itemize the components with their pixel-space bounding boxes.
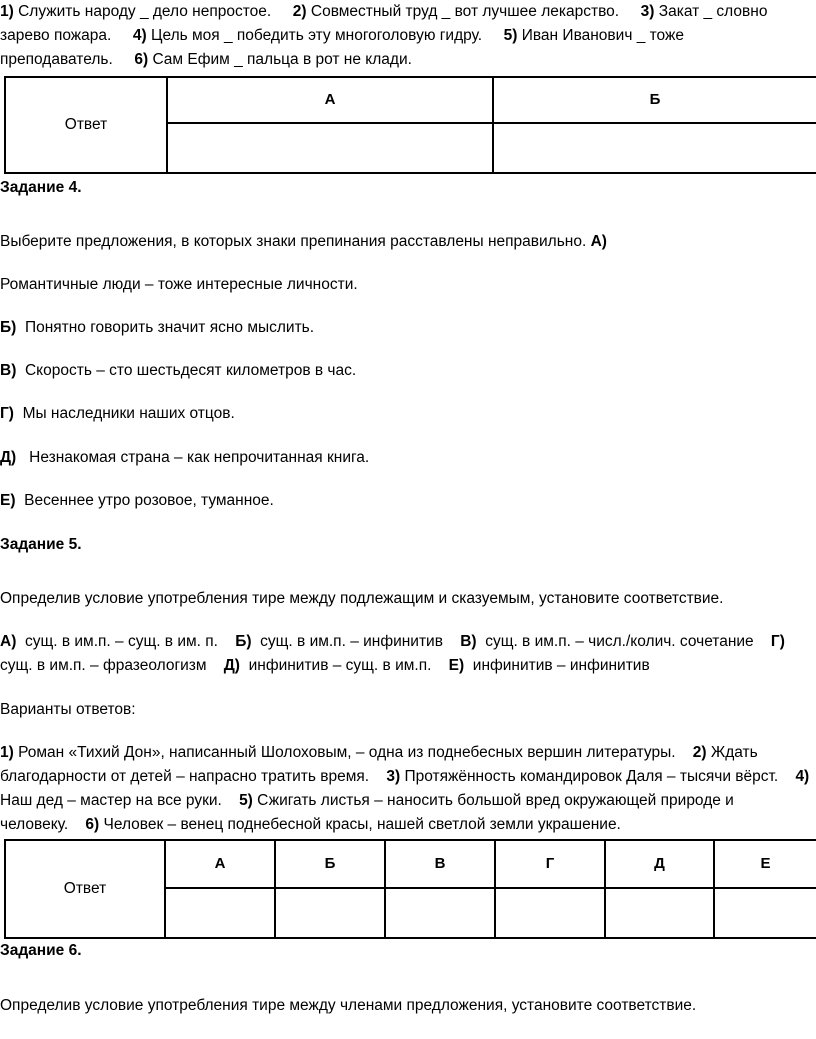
option-text: Весеннее утро розовое, туманное.: [24, 492, 274, 509]
sentence-text: Наш дед – мастер на все руки.: [0, 792, 222, 809]
condition-letter: Д): [223, 657, 240, 674]
answer-cell[interactable]: [165, 888, 275, 938]
option-text: Незнакомая страна – как непрочитанная книга.: [29, 449, 370, 466]
sentence-text: Человек – венец поднебесной красы, нашей светлой земли украшение.: [103, 816, 621, 833]
option-text: Романтичные люди – тоже интересные личности.: [0, 276, 358, 293]
option-text: Понятно говорить значит ясно мыслить.: [24, 319, 315, 336]
task3-item-num: 6): [134, 51, 149, 68]
option-letter: А): [590, 233, 607, 250]
condition-letter: В): [460, 633, 477, 650]
condition-text: сущ. в им.п. – фразеологизм: [0, 657, 207, 674]
task4-option-d: [0, 446, 816, 470]
condition-text: инфинитив – инфинитив: [472, 657, 650, 674]
task3-item-num: 5): [503, 27, 518, 44]
task3-item-text: Закат _ словно зарево пожара.: [0, 3, 768, 44]
answer-cell[interactable]: [275, 888, 385, 938]
condition-letter: Б): [235, 633, 252, 650]
task3-answer-table: [4, 76, 816, 174]
answer-cell[interactable]: [495, 888, 605, 938]
condition-text: сущ. в им.п. – инфинитив: [260, 633, 443, 650]
column-header: Б: [275, 840, 385, 888]
option-letter: Б): [0, 319, 17, 336]
task3-item-num: 1): [0, 3, 14, 20]
condition-letter: А): [0, 633, 17, 650]
task4-instruction-line: [0, 230, 816, 254]
task4-instruction: Выберите предложения, в которых знаки препинания расставлены неправильно.: [0, 233, 587, 250]
task3-item-num: 3): [640, 3, 655, 20]
sentence-num: 4): [795, 768, 810, 785]
column-header: Д: [605, 840, 714, 888]
answer-cell[interactable]: [167, 123, 493, 173]
sentence-num: 1): [0, 744, 14, 761]
sentence-num: 3): [386, 768, 401, 785]
sentence-text: Ждать благодарности от детей – напрасно тратить время.: [0, 744, 758, 785]
condition-text: сущ. в им.п. – числ./колич. сочетание: [485, 633, 754, 650]
task3-item-text: Совместный труд _ вот лучшее лекарство.: [310, 3, 620, 20]
task4-title: Задание 4.: [0, 179, 82, 196]
task3-sentences: [0, 0, 816, 72]
option-letter: Д): [0, 449, 17, 466]
sentence-text: Сжигать листья – наносить большой вред окружающей природе и человеку.: [0, 792, 734, 833]
condition-text: инфинитив – сущ. в им.п.: [248, 657, 432, 674]
task3-item-text: Иван Иванович _ тоже преподаватель.: [0, 27, 684, 68]
answer-cell[interactable]: [605, 888, 714, 938]
sentence-num: 2): [692, 744, 707, 761]
task6-title: Задание 6.: [0, 942, 82, 959]
task5-title: Задание 5.: [0, 536, 82, 553]
option-letter: Г): [0, 405, 14, 422]
option-text: Мы наследники наших отцов.: [22, 405, 235, 422]
task3-item-text: Цель моя _ победить эту многоголовую гидру.: [151, 27, 483, 44]
task3-item-text: Служить народу _ дело непростое.: [18, 3, 272, 20]
option-text: Скорость – сто шестьдесят километров в час.: [24, 362, 357, 379]
task5-conditions: [0, 630, 816, 678]
column-header: А: [165, 840, 275, 888]
answer-cell[interactable]: [493, 123, 816, 173]
task3-item-num: 2): [292, 3, 307, 20]
sentence-num: 5): [239, 792, 253, 809]
task3-item-text: Сам Ефим _ пальца в рот не клади.: [152, 51, 412, 68]
option-letter: В): [0, 362, 17, 379]
sentence-text: Протяжённость командировок Даля – тысячи вёрст.: [404, 768, 779, 785]
answer-label: Ответ: [5, 840, 165, 938]
column-header: А: [167, 77, 493, 123]
condition-text: сущ. в им.п. – сущ. в им. п.: [24, 633, 218, 650]
condition-letter: Г): [770, 633, 785, 650]
sentence-text: Роман «Тихий Дон», написанный Шолоховым, – одна из поднебесных вершин литературы.: [18, 744, 676, 761]
task3-item-num: 4): [132, 27, 147, 44]
column-header: Б: [493, 77, 816, 123]
condition-letter: Е): [448, 657, 465, 674]
task6-instruction: Определив условие употребления тире между членами предложения, установите соответствие.: [0, 997, 697, 1014]
column-header: Г: [495, 840, 605, 888]
sentence-num: 6): [85, 816, 100, 833]
task4-option-v: [0, 359, 816, 383]
task5-instruction: Определив условие употребления тире между подлежащим и сказуемым, установите соответствие.: [0, 590, 724, 607]
column-header: Е: [714, 840, 816, 888]
task4-option-a: [0, 273, 816, 297]
answer-cell[interactable]: [714, 888, 816, 938]
answer-label: Ответ: [5, 77, 167, 173]
task5-answer-table: [4, 839, 816, 939]
option-letter: Е): [0, 492, 16, 509]
column-header: В: [385, 840, 495, 888]
answer-cell[interactable]: [385, 888, 495, 938]
task4-option-g: [0, 402, 816, 426]
task4-option-b: [0, 316, 816, 340]
task5-sentences: [0, 741, 816, 837]
task4-option-e: [0, 489, 816, 513]
variants-label: Варианты ответов:: [0, 701, 136, 718]
